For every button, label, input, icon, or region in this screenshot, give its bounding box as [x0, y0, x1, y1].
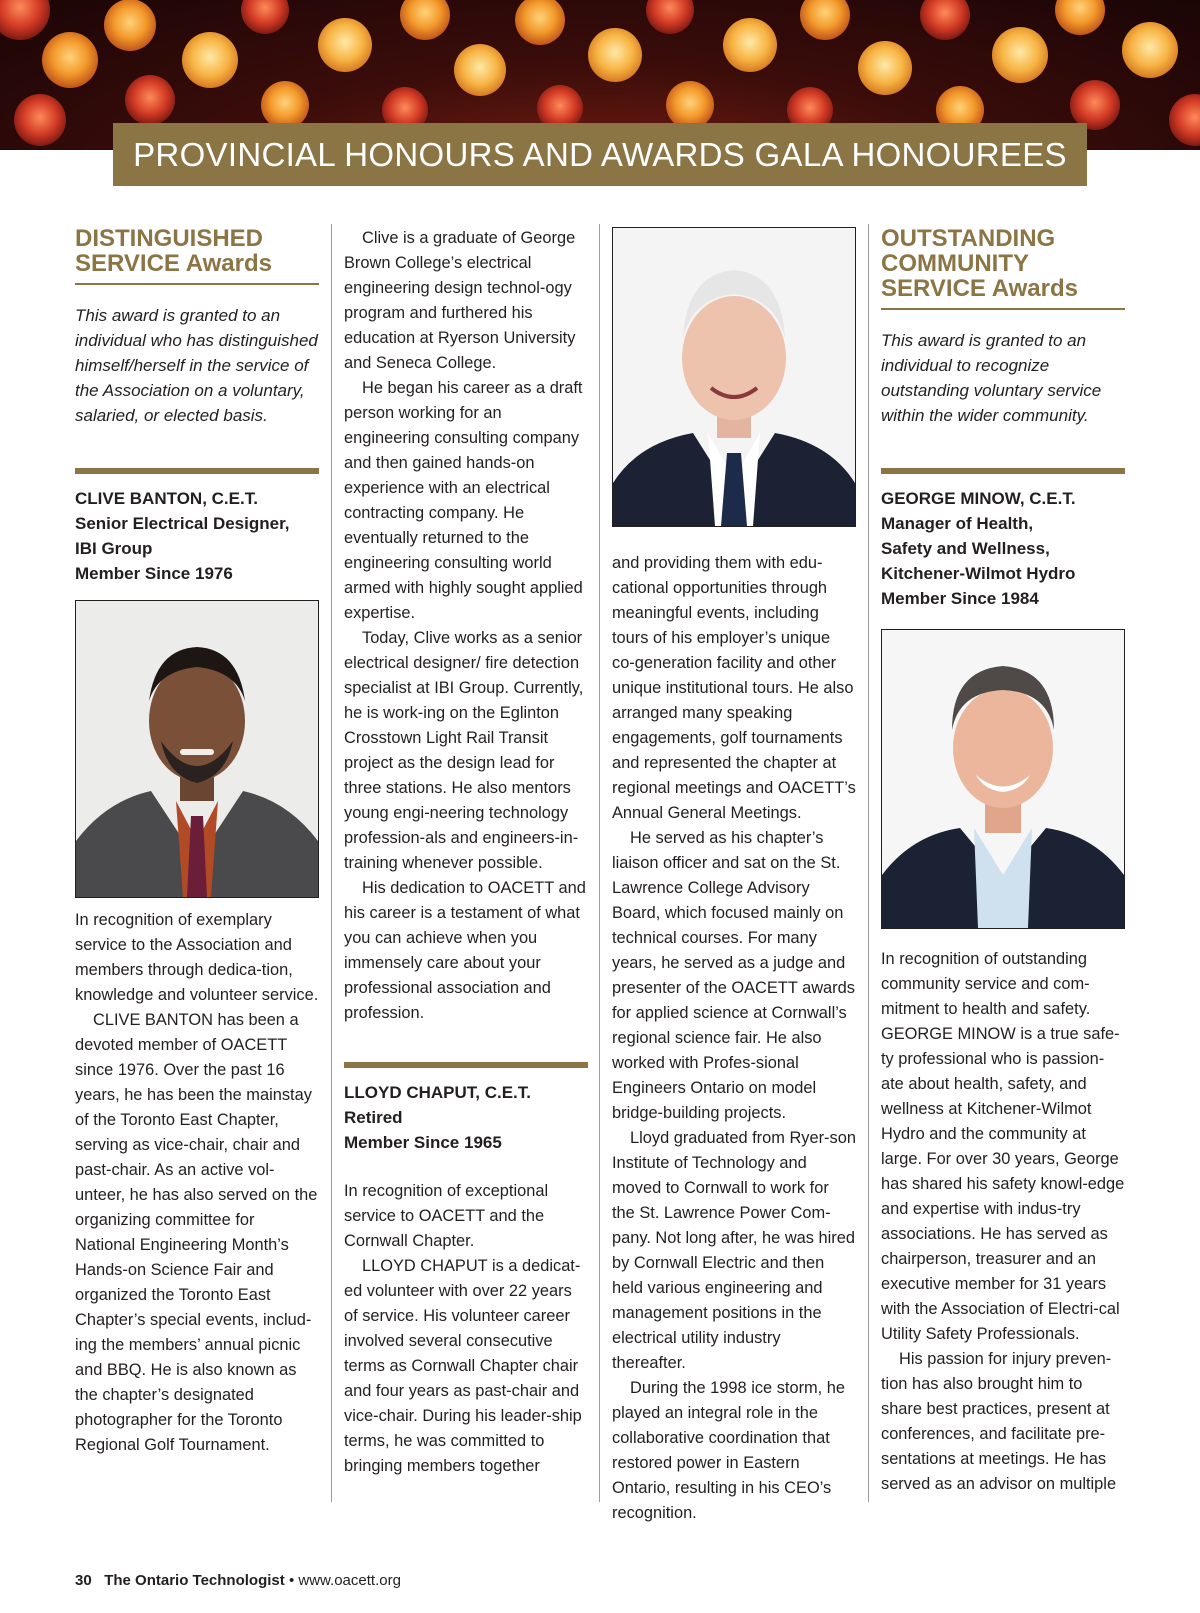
heading-line: COMMUNITY	[881, 250, 1029, 277]
heading-line: DISTINGUISHED	[75, 225, 264, 252]
paragraph: Clive is a graduate of George Brown College’s electrical engineering design technol-ogy program and furthered his education at Ryerson University and Seneca College.	[344, 229, 576, 372]
portrait-photo-icon	[75, 600, 319, 898]
paragraph: His dedication to OACETT and his career is a testament of what you can achieve when you immensely care about your professional association and profession.	[344, 879, 586, 1022]
heading-line: SERVICE Awards	[75, 250, 272, 277]
column-divider	[599, 224, 600, 1502]
paragraph: Today, Clive works as a senior electrical designer/ fire detection specialist at IBI Group. Currently, he is work-ing on the Eglinton Crosstown Light Rail Transit project as the design lead for three stations. He also mentors young engi-neering technology profession-als and engineers-in-training whenever possible.	[344, 629, 584, 872]
page-footer	[75, 1572, 401, 1589]
paragraph: He served as his chapter’s liaison officer and sat on the St. Lawrence College Advisory Board, which focused mainly on technical courses. For many years, he served as a judge and presenter of the OACETT awards for applied science at Cornwall’s regional science fair. He also worked with Profes-sional Engineers Ontario on model bridge-building projects.	[612, 829, 855, 1122]
honouree-name: LLOYD CHAPUT, C.E.T.	[344, 1083, 532, 1102]
paragraph: In recognition of exceptional service to OACETT and the Cornwall Chapter.	[344, 1182, 549, 1250]
paragraph: LLOYD CHAPUT is a dedicat-ed volunteer with over 22 years of service. His volunteer career involved several consecutive terms as Cornwall Chapter chair and four years as past-chair and vice-chair. During his leader-ship terms, he was committed to bringing members together	[344, 1257, 582, 1475]
honouree-biography	[75, 908, 319, 1458]
honouree-employer: IBI Group	[75, 539, 153, 558]
honouree-member-since: Member Since 1984	[881, 589, 1039, 608]
honouree-biography-continued	[612, 551, 856, 1526]
paragraph: His passion for injury preven-tion has also brought him to share best practices, present at conferences, and facilitate pre-sentations at meetings. He has served as an advisor on multiple	[881, 1350, 1117, 1493]
section-heading-community	[881, 226, 1125, 310]
honouree-credentials	[881, 486, 1125, 611]
award-description: This award is granted to an individual who has distinguished himself/herself in the service of the Association on a voluntary, salaried, or elected basis.	[75, 306, 318, 425]
website-link[interactable]: www.oacett.org	[298, 1572, 401, 1589]
column-divider	[331, 224, 332, 1502]
honouree-role: Safety and Wellness,	[881, 539, 1050, 558]
article-column-2	[344, 226, 588, 1479]
award-description: This award is granted to an individual to recognize outstanding voluntary service within the wider community.	[881, 331, 1102, 425]
honouree-name: GEORGE MINOW, C.E.T.	[881, 489, 1076, 508]
footer-separator: •	[288, 1572, 295, 1589]
paragraph: CLIVE BANTON has been a devoted member of OACETT since 1976. Over the past 16 years, he has been the mainstay of the Toronto East Chapter, serving as vice-chair, chair and past-chair. As an active vol-unteer, he has also served on the organizing committee for National Engineering Month’s Hands-on Science Fair and organized the Toronto East Chapter’s special events, includ-ing the members’ annual picnic and BBQ. He is also known as the chapter’s designated photographer for the Toronto Regional Golf Tournament.	[75, 1011, 318, 1454]
portrait-photo-icon	[612, 227, 856, 527]
honouree-credentials	[344, 1080, 588, 1155]
honouree-biography	[881, 947, 1125, 1497]
section-divider-bar	[75, 468, 319, 474]
honouree-member-since: Member Since 1965	[344, 1133, 502, 1152]
honouree-biography	[344, 1179, 588, 1479]
section-divider-bar	[344, 1062, 588, 1068]
paragraph: During the 1998 ice storm, he played an integral role in the collaborative coordination that restored power in Eastern Ontario, resulting in his CEO’s recognition.	[612, 1379, 846, 1522]
heading-line: OUTSTANDING	[881, 225, 1056, 252]
section-heading-distinguished	[75, 226, 319, 285]
honouree-employer: Kitchener-Wilmot Hydro	[881, 564, 1076, 583]
distinguished-service-column	[75, 226, 319, 1458]
paragraph: In recognition of exemplary service to the Association and members through dedica-tion, knowledge and volunteer service.	[75, 911, 319, 1004]
paragraph: In recognition of outstanding community service and com-mitment to health and safety. GEORGE MINOW is a true safe-ty professional who is passion-ate about health, safety, and wellness at Kitchener-Wilmot Hydro and the community at large. For over 30 years, George has shared his safety knowl-edge and expertise with indus-try associations. He has served as chairperson, treasurer and an executive member for 31 years with the Association of Electri-cal Utility Safety Professionals.	[881, 950, 1125, 1343]
community-service-column	[881, 226, 1125, 1497]
page-title: PROVINCIAL HONOURS AND AWARDS GALA HONOUREES	[133, 135, 1067, 173]
publication-name: The Ontario Technologist	[104, 1572, 285, 1589]
paragraph: Lloyd graduated from Ryer-son Institute of Technology and moved to Cornwall to work for the St. Lawrence Power Com-pany. Not long after, he was hired by Cornwall Electric and then held various engineering and management positions in the electrical utility industry thereafter.	[612, 1129, 856, 1372]
page-title-bar	[113, 123, 1087, 186]
portrait-photo-icon	[881, 629, 1125, 929]
page-number: 30	[75, 1572, 92, 1589]
paragraph: and providing them with edu-cational opportunities through meaningful events, including tours of his employer’s unique co-generation facility and other unique institutional tours. He also arranged many speaking engagements, golf tournaments and represented the chapter at regional meetings and OACETT’s Annual General Meetings.	[612, 554, 856, 822]
honouree-role: Senior Electrical Designer,	[75, 514, 290, 533]
honouree-role: Manager of Health,	[881, 514, 1034, 533]
heading-line: SERVICE Awards	[881, 275, 1078, 302]
paragraph: He began his career as a draft person working for an engineering consulting company and then gained hands-on experience with an electrical contracting company. He eventually returned to the engineering consulting world armed with highly sought applied expertise.	[344, 379, 583, 622]
section-divider-bar	[881, 468, 1125, 474]
honouree-name: CLIVE BANTON, C.E.T.	[75, 489, 258, 508]
honouree-member-since: Member Since 1976	[75, 564, 233, 583]
honouree-credentials	[75, 486, 319, 586]
column-divider	[868, 224, 869, 1502]
honouree-role: Retired	[344, 1108, 403, 1127]
article-column-3	[612, 227, 856, 1526]
